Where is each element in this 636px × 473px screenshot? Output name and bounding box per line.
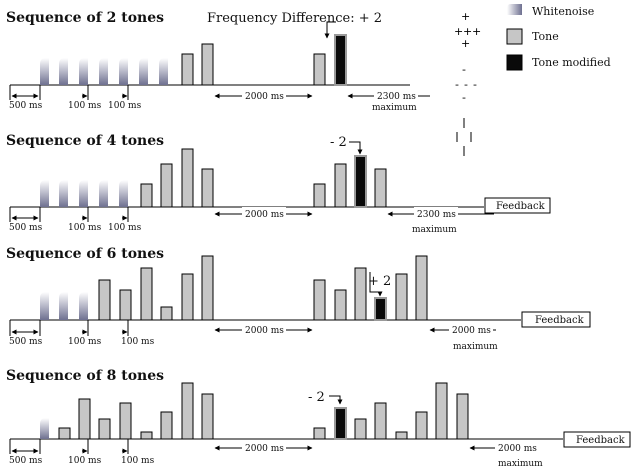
whitenoise-burst <box>59 180 68 207</box>
svg-text:+: + <box>472 25 482 38</box>
row-6-tones <box>9 256 590 352</box>
timing-label-100ms: 100 ms <box>68 101 102 111</box>
svg-text:+: + <box>454 25 464 38</box>
tone-bar <box>314 184 325 207</box>
svg-text:-: - <box>464 78 468 91</box>
tone-bar <box>202 169 213 207</box>
annotation-arrow <box>349 142 360 154</box>
timing-label-500ms: 500 ms <box>9 337 43 347</box>
tone-bar <box>375 169 386 207</box>
timing-label-maximum: maximum <box>453 342 498 352</box>
whitenoise-burst <box>79 58 88 85</box>
whitenoise-burst <box>79 180 88 207</box>
whitenoise-burst <box>40 418 49 439</box>
tone-bar <box>141 184 152 207</box>
legend-whitenoise-swatch <box>507 4 522 15</box>
timing-label-100ms: 100 ms <box>68 456 102 466</box>
tone-bar <box>202 256 213 320</box>
svg-text:-: - <box>462 63 466 76</box>
timing-label-500ms: 500 ms <box>9 456 43 466</box>
whitenoise-burst <box>40 292 49 320</box>
tone-bar <box>79 399 90 439</box>
tone-bar <box>99 419 110 439</box>
row-4-tones <box>9 149 550 235</box>
whitenoise-burst <box>99 180 108 207</box>
timing-label-response: 2000 ms <box>498 444 537 454</box>
svg-text:+: + <box>461 37 471 50</box>
row-title-6-tones: Sequence of 6 tones <box>6 246 164 262</box>
svg-text:-: - <box>473 78 477 91</box>
annotation-minus-2-row-4: - 2 <box>330 135 347 150</box>
whitenoise-burst <box>59 58 68 85</box>
tone-modified-bar <box>335 35 346 85</box>
tone-modified-bar <box>375 298 386 320</box>
feedback-label: Feedback <box>496 201 545 212</box>
annotation-arrow <box>329 396 340 404</box>
tone-bar <box>314 54 325 85</box>
timing-label-response: 2300 ms <box>377 92 416 102</box>
tone-bar <box>375 403 386 439</box>
whitenoise-burst <box>40 180 49 207</box>
timing-label-2000ms: 2000 ms <box>245 210 284 220</box>
timing-label-100ms: 100 ms <box>121 456 155 466</box>
timing-label-2000ms: 2000 ms <box>245 444 284 454</box>
tone-bar <box>416 256 427 320</box>
timing-label-500ms: 500 ms <box>9 101 43 111</box>
whitenoise-burst <box>40 58 49 85</box>
annotation-plus-2-row-6: + 2 <box>368 274 392 289</box>
legend-tone-swatch <box>507 29 522 44</box>
whitenoise-burst <box>159 58 168 85</box>
timing-label-response: 2300 ms <box>417 210 456 220</box>
row-title-8-tones: Sequence of 8 tones <box>6 368 164 384</box>
row-title-2-tones: Sequence of 2 tones <box>6 10 164 26</box>
row-title-4-tones: Sequence of 4 tones <box>6 133 164 149</box>
tone-bar <box>161 412 172 439</box>
tone-modified-bar <box>355 156 366 207</box>
tone-modified-bar <box>335 408 346 439</box>
tone-bar <box>314 428 325 439</box>
legend-tone-modified-label: Tone modified <box>532 56 611 69</box>
whitenoise-burst <box>59 292 68 320</box>
timing-label-maximum: maximum <box>372 103 417 113</box>
tone-bar <box>335 290 346 320</box>
legend-tone-modified-swatch <box>507 55 522 70</box>
tone-bar <box>202 44 213 85</box>
tone-bar <box>355 268 366 320</box>
tone-bar <box>141 432 152 439</box>
tone-bar <box>161 307 172 320</box>
legend-tone-label: Tone <box>532 30 559 43</box>
tone-bar <box>182 54 193 85</box>
annotation-minus-2-row-8: - 2 <box>308 390 325 405</box>
tone-bar <box>335 164 346 207</box>
tone-bar <box>202 394 213 439</box>
whitenoise-burst <box>79 292 88 320</box>
timing-label-2000ms: 2000 ms <box>245 92 284 102</box>
timing-label-100ms: 100 ms <box>68 337 102 347</box>
whitenoise-burst <box>119 58 128 85</box>
frequency-difference-label: Frequency Difference: + 2 <box>207 11 383 26</box>
feedback-label: Feedback <box>576 435 625 446</box>
tone-bar <box>161 164 172 207</box>
tone-bar <box>396 274 407 320</box>
whitenoise-burst <box>139 58 148 85</box>
svg-text:-: - <box>455 78 459 91</box>
tone-bar <box>436 383 447 439</box>
timing-label-maximum: maximum <box>412 225 457 235</box>
tone-bar <box>182 149 193 207</box>
legend-whitenoise-label: Whitenoise <box>532 5 595 18</box>
timing-label-response: 2000 ms <box>452 326 491 336</box>
tone-bar <box>59 428 70 439</box>
tone-bar <box>355 419 366 439</box>
svg-text:-: - <box>462 91 466 104</box>
tone-bar <box>396 432 407 439</box>
timing-label-2000ms: 2000 ms <box>245 326 284 336</box>
svg-text:+: + <box>463 25 473 38</box>
tone-bar <box>141 268 152 320</box>
response-symbols <box>454 10 481 156</box>
tone-bar <box>182 274 193 320</box>
row-2-tones <box>9 35 430 113</box>
tone-bar <box>416 412 427 439</box>
whitenoise-burst <box>119 180 128 207</box>
tone-bar <box>99 280 110 320</box>
tone-bar <box>182 383 193 439</box>
svg-text:+: + <box>461 10 471 23</box>
timing-label-100ms: 100 ms <box>108 223 142 233</box>
whitenoise-burst <box>99 58 108 85</box>
feedback-label: Feedback <box>535 315 584 326</box>
timing-label-100ms: 100 ms <box>121 337 155 347</box>
tone-bar <box>314 280 325 320</box>
timing-label-100ms: 100 ms <box>68 223 102 233</box>
timing-label-maximum: maximum <box>498 459 543 469</box>
timing-label-100ms: 100 ms <box>108 101 142 111</box>
tone-bar <box>457 394 468 439</box>
timing-label-500ms: 500 ms <box>9 223 43 233</box>
tone-bar <box>120 290 131 320</box>
tone-bar <box>120 403 131 439</box>
